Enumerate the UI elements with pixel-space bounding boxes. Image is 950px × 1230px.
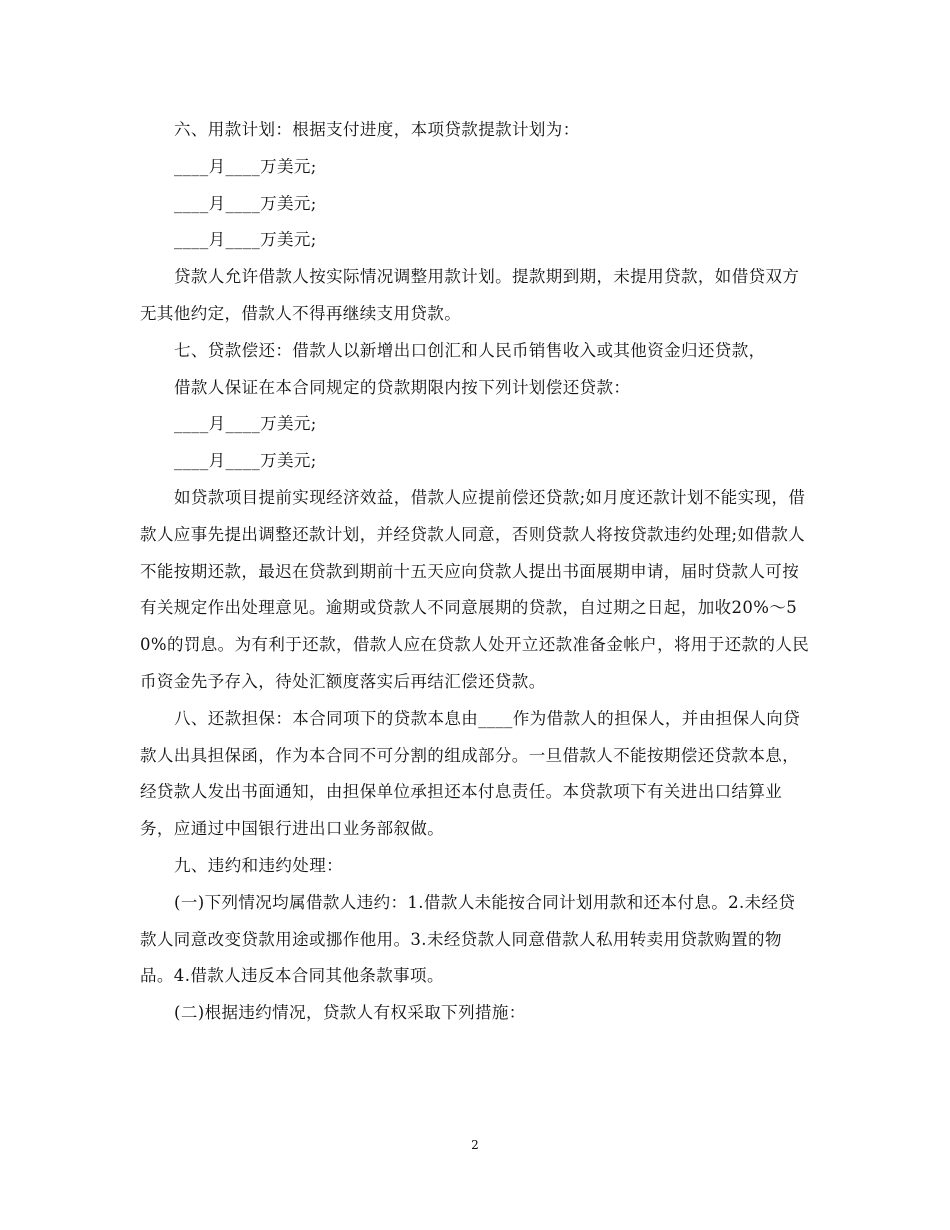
draw-plan-line-2: ____月____万美元; (174, 193, 317, 213)
section-nine-heading: 九、违约和违约处理： (174, 855, 343, 875)
draw-plan-line-3: ____月____万美元; (174, 230, 317, 250)
section-six-heading: 六、用款计划：根据支付进度，本项贷款提款计划为： (174, 120, 580, 139)
repayment-plan-line-2: ____月____万美元; (174, 451, 317, 471)
default-cases-paragraph: (一)下列情况均属借款人违约：1.借款人未能按合同计划用款和还本付息。2.未经贷款人同意改变贷款用途或挪作他用。3.未经贷款人同意借款人私用转卖用贷款购置的物品。4.借款人违反本合同其他条款事项。 (140, 892, 796, 986)
section-eight-paragraph: 八、还款担保：本合同项下的贷款本息由____作为借款人的担保人，并由担保人向贷款人出具担保函，作为本合同不可分割的组成部分。一旦借款人不能按期偿还贷款本息，经贷款人发出书面通知，由担保单位承担还本付息责任。本贷款项下有关进出口结算业务，应通过中国银行进出口业务部叙做。 (140, 708, 801, 839)
repayment-plan-line-1: ____月____万美元; (174, 414, 317, 434)
page-number: 2 (471, 1138, 479, 1152)
section-seven-heading: 七、贷款偿还：借款人以新增出口创汇和人民币销售收入或其他资金归还贷款， (174, 340, 766, 360)
document-body (140, 112, 812, 1032)
early-repayment-paragraph: 如贷款项目提前实现经济效益，借款人应提前偿还贷款;如月度还款计划不能实现，借款人应事先提出调整还款计划，并经贷款人同意，否则贷款人将按贷款违约处理;如借款人不能按期还款，最迟在贷款到期前十五天应向贷款人提出书面展期申请，届时贷款人可按有关规定作出处理意见。逾期或贷款人不同意展期的贷款，自过期之日起，加收20%～50%的罚息。为有利于还款，借款人应在贷款人处开立还款准备金帐户，将用于还款的人民币资金先予存入，待处汇额度落实后再结汇偿还贷款。 (140, 487, 810, 691)
repayment-plan-intro: 借款人保证在本合同规定的贷款期限内按下列计划偿还贷款： (174, 377, 631, 397)
draw-plan-adjustment-paragraph: 贷款人允许借款人按实际情况调整用款计划。提款期到期，未提用贷款，如借贷双方无其他约定，借款人不得再继续支用贷款。 (140, 267, 800, 323)
default-measures-paragraph: (二)根据违约情况，贷款人有权采取下列措施： (174, 1003, 526, 1023)
draw-plan-line-1: ____月____万美元; (174, 156, 317, 176)
